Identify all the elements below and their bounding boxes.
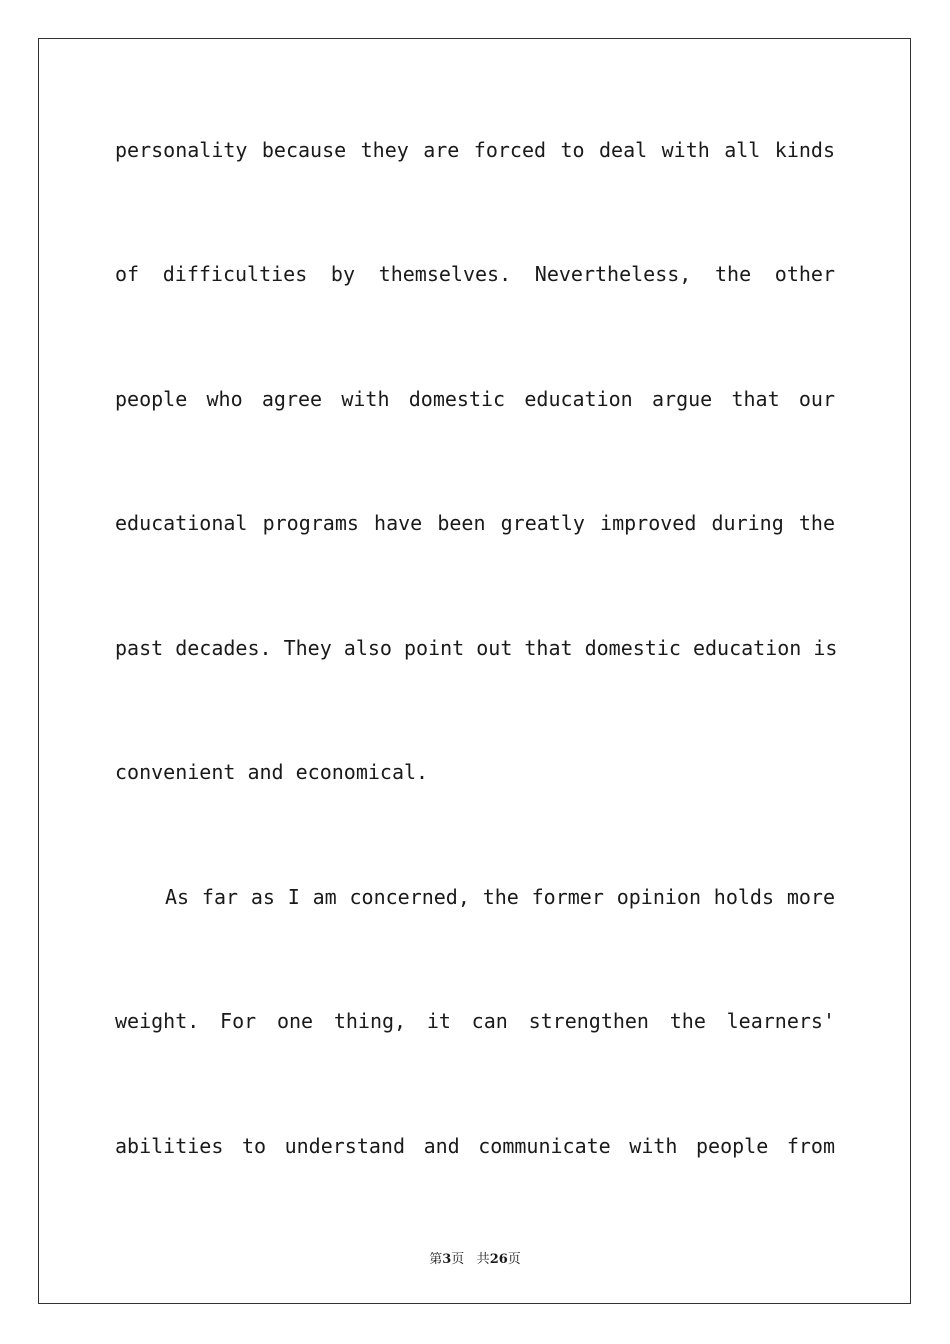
footer-total-suffix: 页 (507, 1252, 521, 1267)
body-text-line: people who agree with domestic education argue that our (115, 387, 835, 411)
footer-total-prefix: 共 (476, 1252, 490, 1267)
footer-page-suffix: 页 (451, 1252, 465, 1267)
total-page-count: 26 (489, 1252, 508, 1267)
body-text-line: weight. For one thing, it can strengthen the learners' (115, 1009, 835, 1033)
body-text-line: abilities to understand and communicate with people from (115, 1134, 835, 1158)
body-text-line: convenient and economical. (115, 760, 429, 784)
paragraph-first-line: As far as I am concerned, the former opinion holds more (165, 885, 835, 909)
page-frame (38, 38, 911, 1304)
current-page-number: 3 (442, 1252, 452, 1267)
footer-prefix: 第 (429, 1252, 443, 1267)
body-text-line: educational programs have been greatly improved during the (115, 511, 835, 535)
body-text-line: personality because they are forced to deal with all kinds (115, 138, 835, 162)
body-text-line: past decades. They also point out that domestic education is (115, 636, 838, 660)
page-footer (0, 1248, 950, 1267)
body-text-line: of difficulties by themselves. Nevertheless, the other (115, 262, 835, 286)
